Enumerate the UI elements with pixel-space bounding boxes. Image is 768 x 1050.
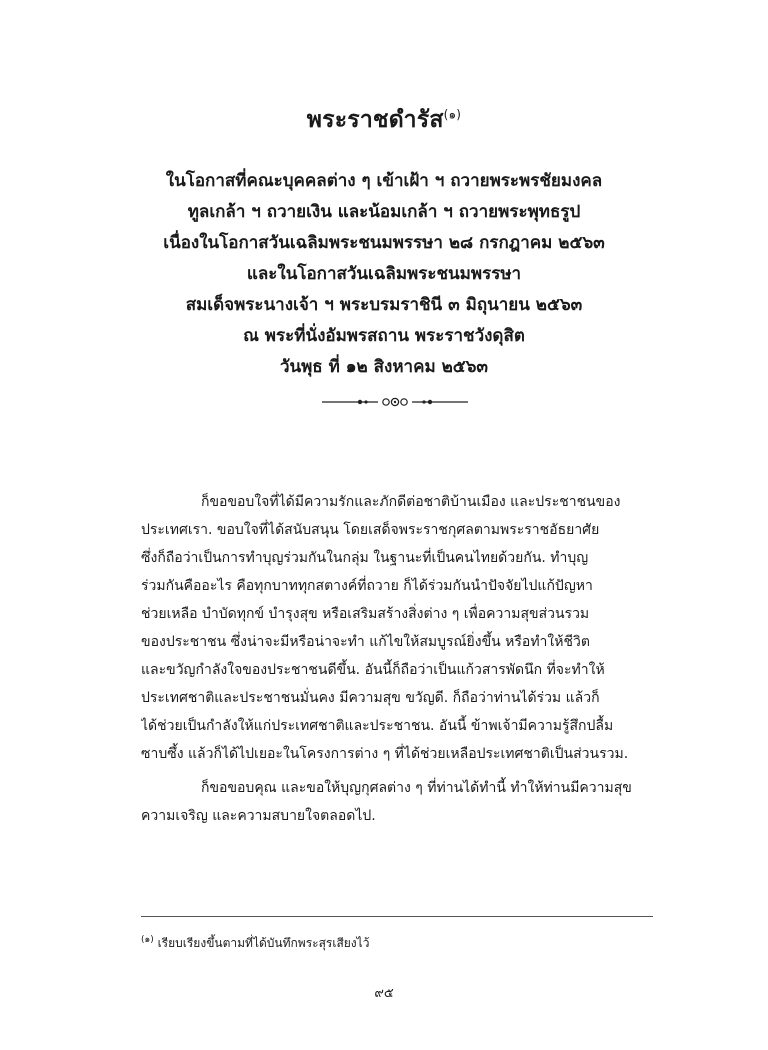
occasion-line: และในโอกาสวันเฉลิมพระชนมพรรษา	[246, 264, 522, 284]
body-line: ร่วมกันคืออะไร คือทุกบาททุกสตางค์ที่ถวาย ก็ได้ร่วมกันนำปัจจัยไปแก้ปัญหา	[141, 578, 593, 594]
page-title	[0, 104, 768, 136]
body-line: ช่วยเหลือ บำบัดทุกข์ บำรุงสุข หรือเสริมสร้างสิ่งต่าง ๆ เพื่อความสุขส่วนรวม	[141, 606, 590, 622]
body-line: ซาบซึ้ง แล้วก็ได้ไปเยอะในโครงการต่าง ๆ ที่ได้ช่วยเหลือประเทศชาติเป็นส่วนรวม.	[141, 746, 629, 762]
occasion-line: สมเด็จพระนางเจ้า ฯ พระบรมราชินี ๓ มิถุนายน ๒๕๖๓	[185, 295, 583, 315]
page-number: ๙๕	[374, 986, 394, 1001]
body-line: ของประชาชน ซึ่งน่าจะมีหรือน่าจะทำ แก้ไขให้สมบูรณ์ยิ่งขึ้น หรือทำให้ชีวิต	[141, 634, 590, 650]
footnote-text: เรียบเรียงขึ้นตามที่ได้บันทึกพระสุรเสียงไว้	[153, 936, 370, 950]
occasion-line: ณ พระที่นั่งอัมพรสถาน พระราชวังดุสิต	[243, 326, 525, 346]
occasion-line: ทูลเกล้า ฯ ถวายเงิน และน้อมเกล้า ฯ ถวายพระพุทธรูป	[187, 202, 581, 222]
body-line: ได้ช่วยเป็นกำลังให้แก่ประเทศชาติและประชาชน. อันนี้ ข้าพเจ้ามีความรู้สึกปลื้ม	[141, 718, 614, 734]
occasion-line: วันพุธ ที่ ๑๒ สิงหาคม ๒๕๖๓	[279, 357, 489, 377]
footnote-rule	[141, 916, 653, 917]
occasion-line: เนื่องในโอกาสวันเฉลิมพระชนมพรรษา ๒๘ กรกฎาคม ๒๕๖๓	[163, 233, 605, 253]
body-line: ซึ่งก็ถือว่าเป็นการทำบุญร่วมกันในกลุ่ม ในฐานะที่เป็นคนไทยด้วยกัน. ทำบุญ	[141, 550, 589, 566]
body-line: ความเจริญ และความสบายใจตลอดไป.	[141, 808, 376, 824]
occasion-line: ในโอกาสที่คณะบุคคลต่าง ๆ เข้าเฝ้า ฯ ถวายพระพรชัยมงคล	[165, 171, 603, 191]
ornament-divider-icon	[320, 392, 470, 412]
body-line: และขวัญกำลังใจของประชาชนดีขึ้น. อันนี้ก็ถือว่าเป็นแก้วสารพัดนึก ที่จะทำให้	[141, 662, 605, 678]
speech-body	[141, 488, 653, 830]
occasion-block	[0, 166, 768, 383]
title-footnote-marker: (๑)	[443, 107, 462, 122]
title-text: พระราชดำรัส	[306, 107, 444, 133]
body-line: ก็ขอขอบใจที่ได้มีความรักและภักดีต่อชาติบ้านเมือง และประชาชนของ	[201, 494, 621, 510]
footnote	[141, 934, 653, 952]
footnote-marker: (๑)	[141, 935, 154, 945]
body-line: ประเทศชาติและประชาชนมั่นคง มีความสุข ขวัญดี. ก็ถือว่าท่านได้ร่วม แล้วก็	[141, 690, 600, 706]
body-line: ก็ขอขอบคุณ และขอให้บุญกุศลต่าง ๆ ที่ท่านได้ทำนี้ ทำให้ท่านมีความสุข	[201, 780, 632, 796]
body-line: ประเทศเรา. ขอบใจที่ได้สนับสนุน โดยเสด็จพระราชกุศลตามพระราชอัธยาศัย	[141, 522, 600, 538]
